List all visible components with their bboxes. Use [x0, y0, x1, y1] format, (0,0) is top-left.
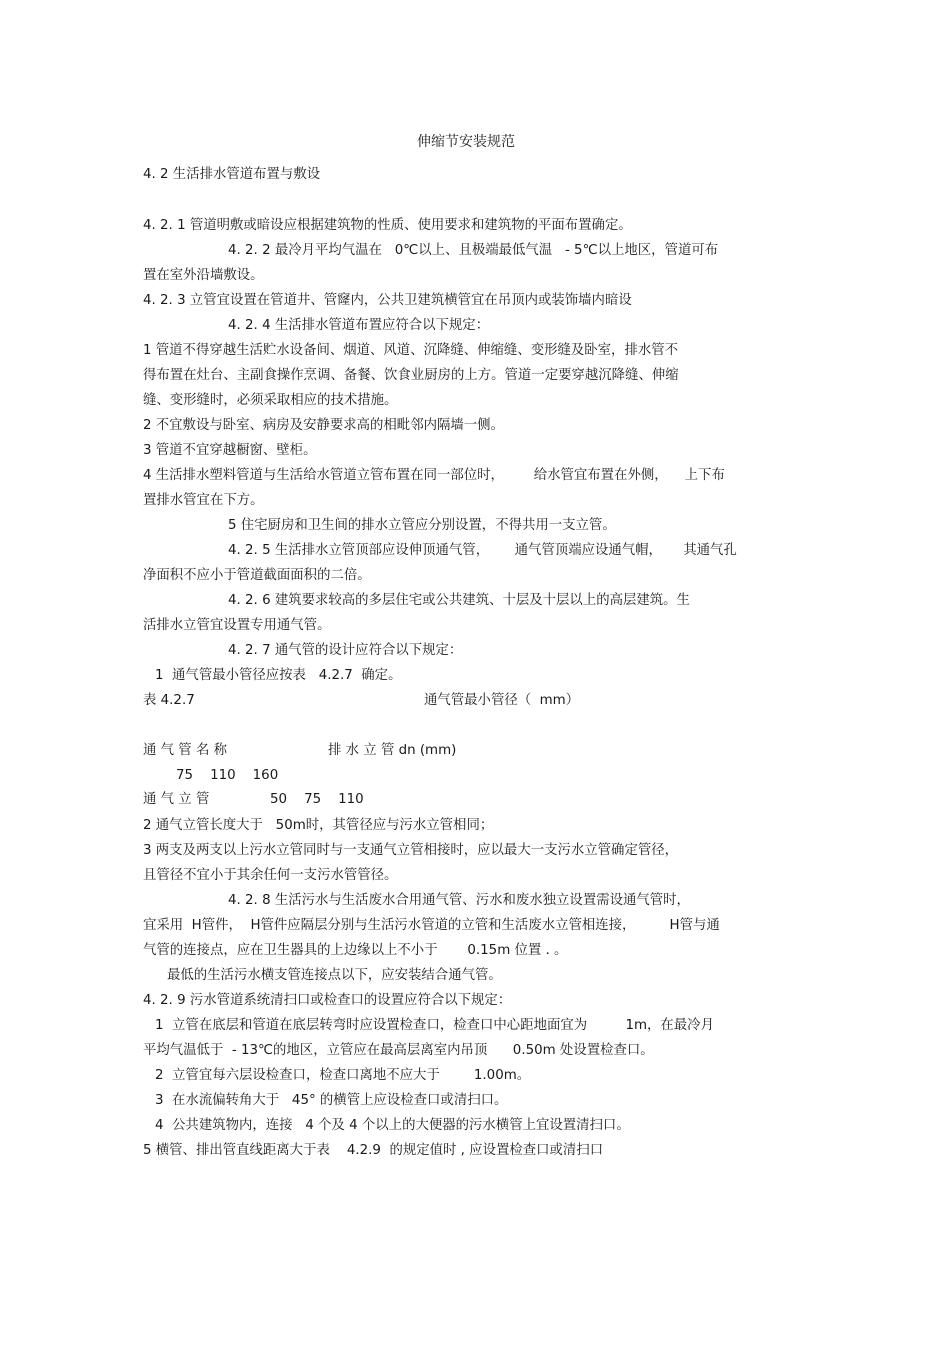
clause-4-2-7-item-1: 1 通气管最小管径应按表 4.2.7 确定。 — [155, 668, 402, 683]
clause-4-2-9-item-4: 4 公共建筑物内，连接 4 个及 4 个以上的大便器的污水横管上宜设置清扫口。 — [155, 1118, 630, 1133]
clause-4-2-8: 4. 2. 8 生活污水与生活废水合用通气管、污水和废水独立设置需设通气管时， — [228, 893, 690, 908]
clause-4-2-9-item-2: 2 立管宜每六层设检查口，检查口离地不应大于 1.00m。 — [155, 1068, 531, 1083]
clause-4-2-7-item-2: 2 通气立管长度大于 50m时，其管径应与污水立管相同； — [143, 818, 494, 833]
clause-4-2-6: 4. 2. 6 建筑要求较高的多层住宅或公共建筑、十层及十层以上的高层建筑。生 — [228, 593, 690, 608]
section-heading: 4. 2 生活排水管道布置与敷设 — [143, 167, 321, 182]
table-number: 表 4.2.7 — [143, 693, 195, 708]
clause-4-2-9-item-1-cont: 平均气温低于 - 13℃的地区，立管应在最高层离室内吊顶 0.50m 处设置检查口。 — [143, 1043, 654, 1058]
clause-4-2-7: 4. 2. 7 通气管的设计应符合以下规定： — [228, 643, 463, 658]
clause-4-2-2: 4. 2. 2 最冷月平均气温在 0℃以上、且极端最低气温 - 5℃以上地区，管道可布 — [228, 243, 719, 258]
clause-4-2-4: 4. 2. 4 生活排水管道布置应符合以下规定： — [228, 318, 490, 333]
clause-4-2-3: 4. 2. 3 立管宜设置在管道井、管窿内，公共卫建筑横管宜在吊顶内或装饰墙内暗设 — [143, 293, 632, 308]
clause-4-2-9-item-3: 3 在水流偏转角大于 45° 的横管上应设检查口或清扫口。 — [155, 1093, 508, 1108]
table-drain-sizes: 75 110 160 — [176, 768, 279, 783]
clause-4-2-7-item-3-cont: 且管径不宜小于其余任何一支污水管管径。 — [143, 868, 398, 883]
item-4: 4 生活排水塑料管道与生活给水管道立管布置在同一部位时， 给水管宜布置在外侧， 上下布 — [143, 468, 725, 483]
item-1: 1 管道不得穿越生活贮水设备间、烟道、风道、沉降缝、伸缩缝、变形缝及卧室，排水管不 — [143, 343, 679, 358]
item-3: 3 管道不宜穿越橱窗、壁柜。 — [143, 443, 317, 458]
page-title: 伸缩节安装规范 — [417, 134, 515, 150]
clause-4-2-1: 4. 2. 1 管道明敷或暗设应根据建筑物的性质、使用要求和建筑物的平面布置确定。 — [143, 218, 632, 233]
item-1-cont-a: 得布置在灶台、主副食操作烹调、备餐、饮食业厨房的上方。管道一定要穿越沉降缝、伸缩 — [143, 368, 679, 383]
clause-4-2-8-cont-b: 气管的连接点，应在卫生器具的上边缘以上不小于 0.15m 位置 . 。 — [143, 943, 568, 958]
table-header-vent-name: 通 气 管 名 称 — [143, 743, 227, 758]
table-vent-sizes: 50 75 110 — [270, 792, 364, 807]
table-row-vent-stack: 通 气 立 管 — [143, 792, 210, 807]
clause-4-2-8-cont-c: 最低的生活污水横支管连接点以下，应安装结合通气管。 — [167, 968, 502, 983]
item-5: 5 住宅厨房和卫生间的排水立管应分别设置，不得共用一支立管。 — [228, 518, 616, 533]
clause-4-2-7-item-3: 3 两支及两支以上污水立管同时与一支通气立管相接时，应以最大一支污水立管确定管径， — [143, 843, 679, 858]
clause-4-2-9-item-1: 1 立管在底层和管道在底层转弯时应设置检查口，检查口中心距地面宜为 1m，在最冷月 — [155, 1018, 714, 1033]
clause-4-2-9-item-5: 5 横管、排出管直线距离大于表 4.2.9 的规定值时 , 应设置检查口或清扫口 — [143, 1143, 604, 1158]
item-4-cont: 置排水管宜在下方。 — [143, 493, 264, 508]
clause-4-2-8-cont-a: 宜采用 H管件， H管件应隔层分别与生活污水管道的立管和生活废水立管相连接， H管与通 — [143, 918, 720, 933]
clause-4-2-9: 4. 2. 9 污水管道系统清扫口或检查口的设置应符合以下规定： — [143, 993, 512, 1008]
item-2: 2 不宜敷设与卧室、病房及安静要求高的相毗邻内隔墙一侧。 — [143, 418, 504, 433]
clause-4-2-5-cont: 净面积不应小于管道截面面积的二倍。 — [143, 568, 371, 583]
clause-4-2-2-cont: 置在室外沿墙敷设。 — [143, 268, 264, 283]
item-1-cont-b: 缝、变形缝时，必须采取相应的技术措施。 — [143, 393, 398, 408]
clause-4-2-6-cont: 活排水立管宜设置专用通气管。 — [143, 618, 331, 633]
table-header-drain-stack: 排 水 立 管 dn (mm) — [328, 743, 457, 758]
clause-4-2-5: 4. 2. 5 生活排水立管顶部应设伸顶通气管， 通气管顶端应设通气帽， 其通气孔 — [228, 543, 737, 558]
table-caption: 通气管最小管径（ mm） — [424, 693, 580, 708]
